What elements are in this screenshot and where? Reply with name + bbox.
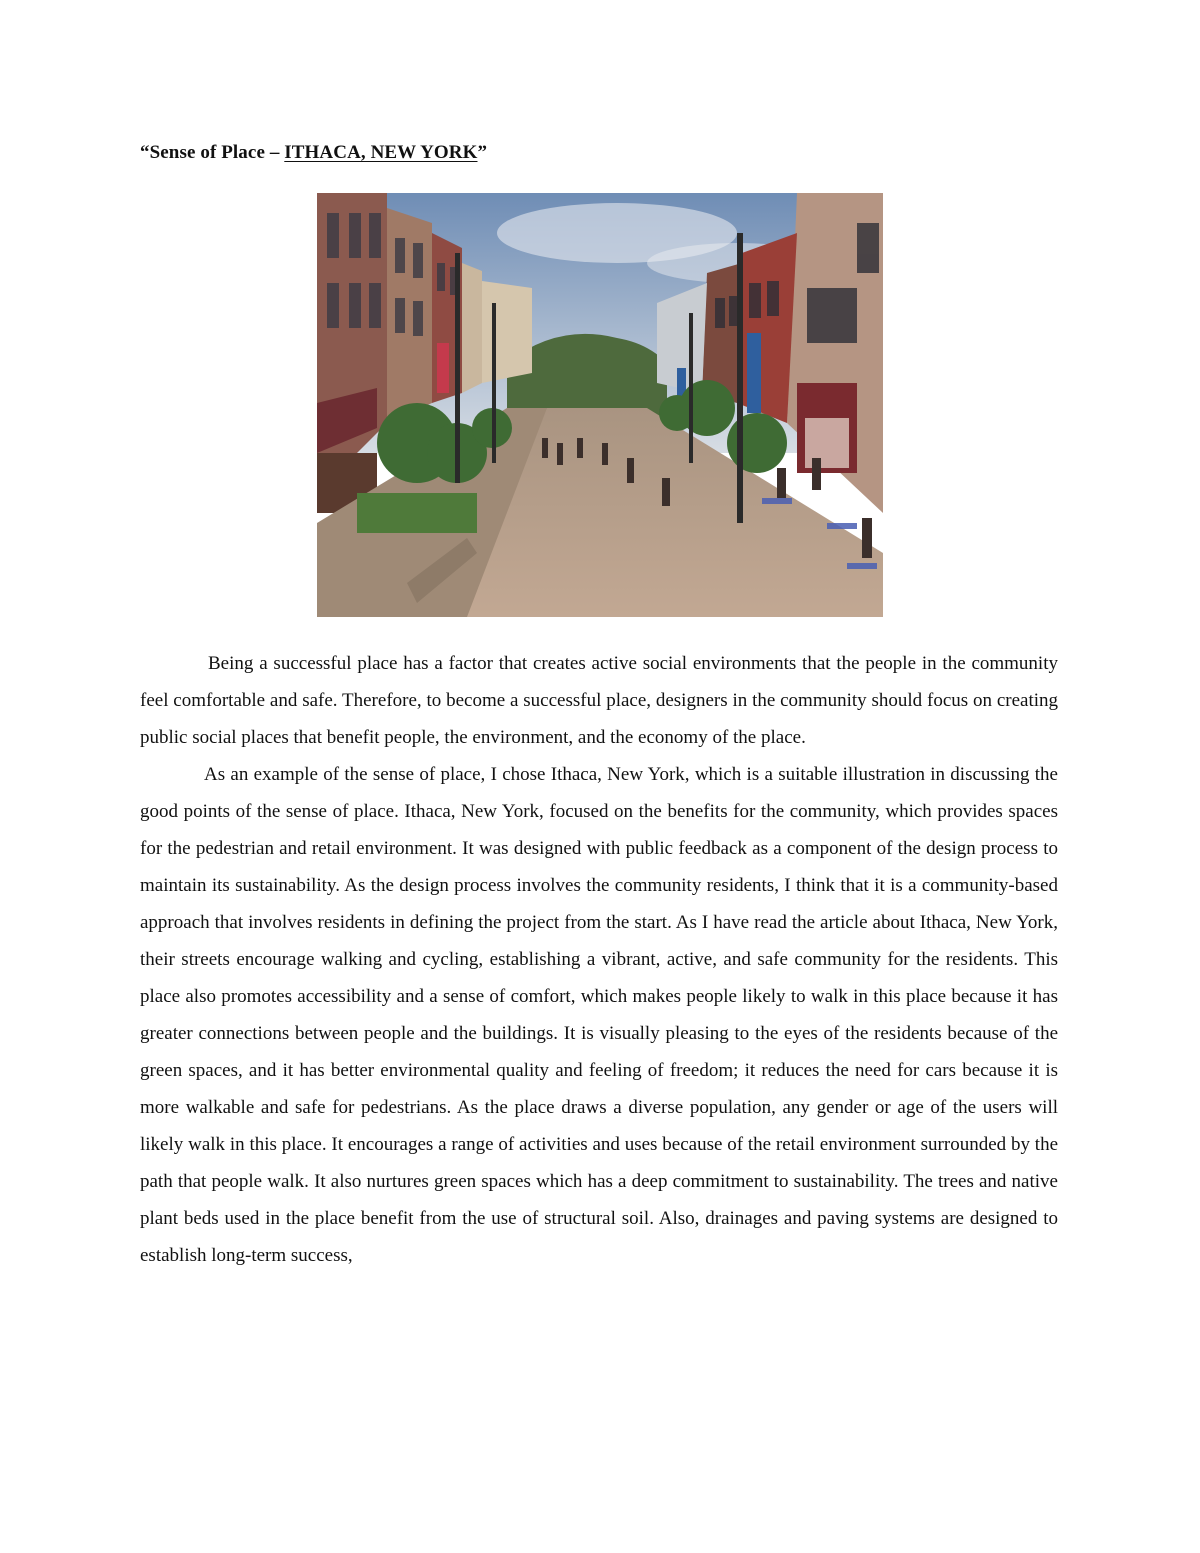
title-place: ITHACA, NEW YORK [284,142,478,163]
page-title [140,142,487,164]
paragraph-intro: Being a successful place has a factor that creates active social environments that the people in the community feel comfortable and safe. Therefore, to become a successful place, designers in the community should focus on creating public social places that benefit people, the environment, and the economy of the place. [140,653,1058,748]
left-building-5 [482,281,532,383]
title-suffix: ” [477,142,488,163]
essay-body [140,645,1058,1274]
title-prefix: “Sense of Place – [140,142,285,163]
street-banner [747,333,761,413]
paragraph-example: As an example of the sense of place, I chose Ithaca, New York, which is a suitable illustration in discussing the good points of the sense of place. Ithaca, New York, focused on the benefits for the community, which provides spaces for the pedestrian and retail environment. It was designed with public feedback as a component of the design process to maintain its sustainability. As the design process involves the community residents, I think that it is a community-based approach that involves residents in defining the project from the start. As I have read the article about Ithaca, New York, their streets encourage walking and cycling, establishing a vibrant, active, and safe community for the residents. This place also promotes accessibility and a sense of comfort, which makes people likely to walk in this place because it has greater connections between people and the buildings. It is visually pleasing to the eyes of the residents because of the green spaces, and it has better environmental quality and feeling of freedom; it reduces the need for cars because it is more walkable and safe for pedestrians. As the place draws a diverse population, any gender or age of the users will likely walk in this place. It encourages a range of activities and uses because of the retail environment surrounded by the path that people walk. It also nurtures green spaces which has a deep commitment to sustainability. The trees and native plant beds used in the place benefit from the use of structural soil. Also, drainages and paving systems are designed to establish long-term success, [140,764,1058,1266]
left-building-4 [462,263,482,393]
right-building-2 [737,233,797,423]
street-photo [317,193,883,617]
left-building-2 [387,208,432,423]
